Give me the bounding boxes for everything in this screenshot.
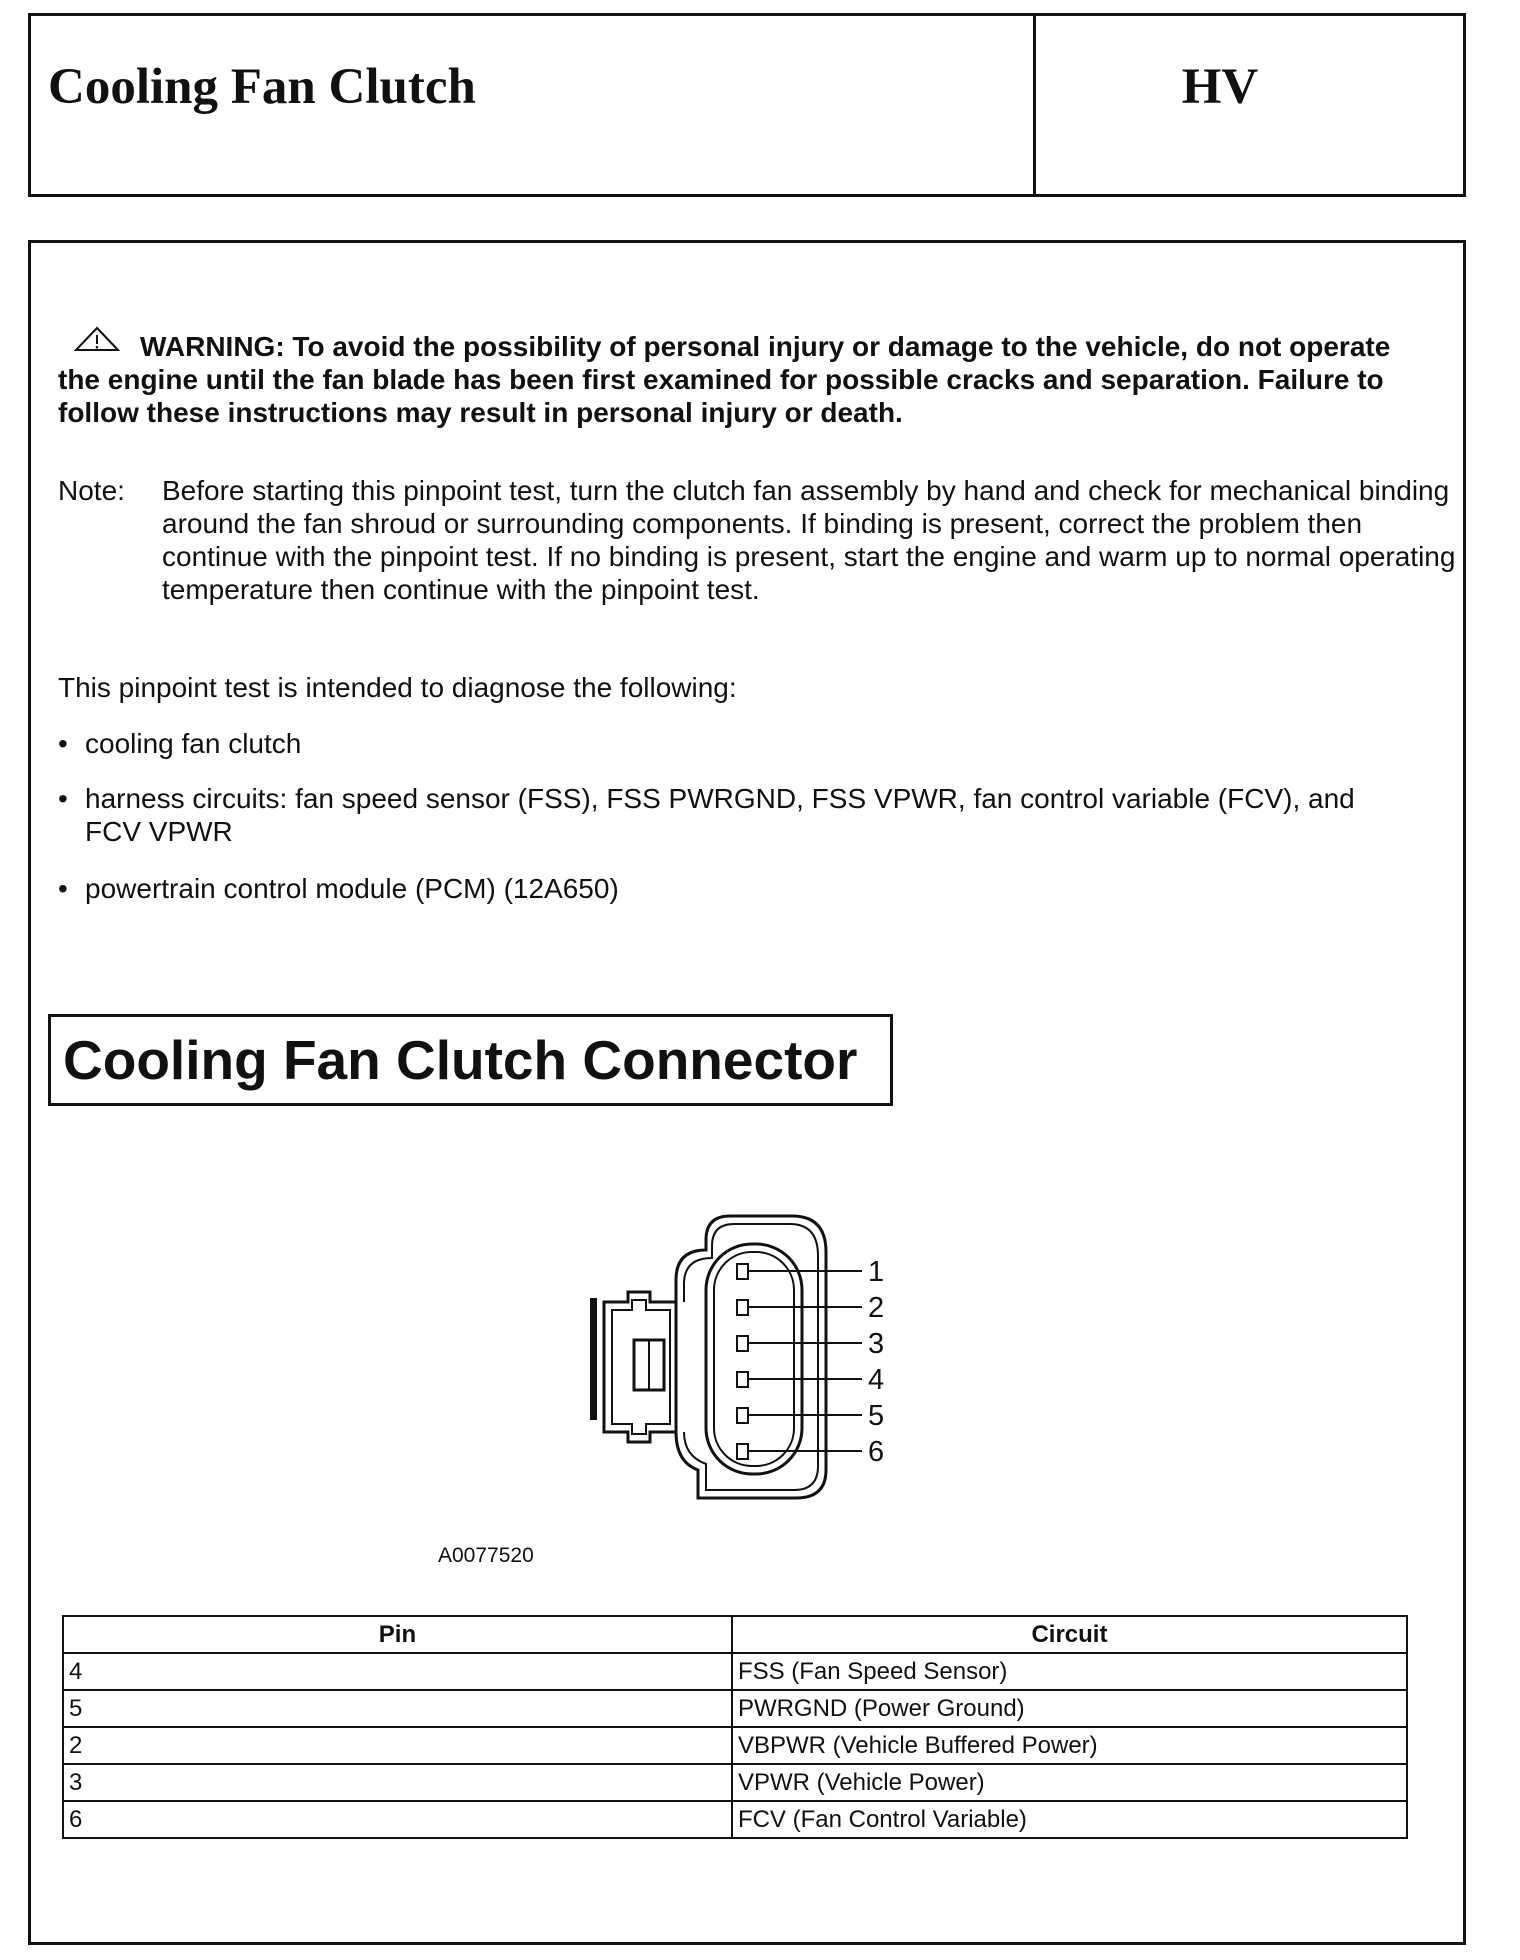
pin-label-5: 5 [868,1400,885,1432]
circuit-cell: FSS (Fan Speed Sensor) [732,1653,1407,1690]
pin-label-2: 2 [868,1292,885,1324]
pin-label-3: 3 [868,1328,885,1360]
pin-label-1: 1 [868,1256,885,1288]
pin-cell: 3 [63,1764,732,1801]
warning-text: WARNING: To avoid the possibility of personal injury or damage to the vehicle, do not operate the engine until the fan blade has been first examined for possible cracks and separation. Failure to follow these instructions may result in personal injury or death. [58,331,1391,428]
pin-4 [737,1372,862,1387]
warning-block [58,326,1438,429]
table-row [63,1801,1407,1838]
pin-5 [737,1408,862,1423]
column-header-circuit: Circuit [732,1616,1407,1653]
bullet-dot: • [58,728,68,759]
pin-3 [737,1336,862,1351]
bullet-dot: • [58,873,68,904]
connector-heading: Cooling Fan Clutch Connector [63,1029,858,1091]
note-label: Note: [58,475,125,506]
intro-text: This pinpoint test is intended to diagnose the following: [58,672,737,703]
page-title: Cooling Fan Clutch [48,59,476,115]
circuit-cell: VBPWR (Vehicle Buffered Power) [732,1727,1407,1764]
circuit-cell: FCV (Fan Control Variable) [732,1801,1407,1838]
list-item-text: harness circuits: fan speed sensor (FSS), FSS PWRGND, FSS VPWR, fan control variable (FCV), and FCV VPWR [85,783,1355,847]
connector-heading-box [48,1014,893,1106]
pin-cell: 2 [63,1727,732,1764]
pin-cell: 5 [63,1690,732,1727]
note-text: Before starting this pinpoint test, turn the clutch fan assembly by hand and check for mechanical binding around the fan shroud or surrounding components. If binding is present, correct the problem then continue with the pinpoint test. If no binding is present, start the engine and warm up to normal operating temperature then continue with the pinpoint test. [162,475,1456,605]
pin-label-6: 6 [868,1436,885,1468]
table-row [63,1727,1407,1764]
pin-cavity-inner [714,1252,794,1466]
pin-label-4: 4 [868,1364,885,1396]
list-item-text: powertrain control module (PCM) (12A650) [85,873,619,904]
connector-latch-inner [612,1300,670,1434]
lock-tab [590,1298,597,1420]
pin-2 [737,1300,862,1315]
connector-diagram [580,1200,910,1510]
column-header-pin: Pin [63,1616,732,1653]
table-header-row [63,1616,1407,1653]
pin-cell: 6 [63,1801,732,1838]
circuit-cell: PWRGND (Power Ground) [732,1690,1407,1727]
table-row [63,1690,1407,1727]
pin-cell: 4 [63,1653,732,1690]
table-row [63,1764,1407,1801]
figure-id: A0077520 [438,1544,534,1567]
section-code: HV [1181,59,1259,115]
pin-cavity [706,1244,802,1474]
warning-triangle-icon [74,326,120,352]
circuit-cell: VPWR (Vehicle Power) [732,1764,1407,1801]
list-item-text: cooling fan clutch [85,728,302,759]
bullet-dot: • [58,783,68,814]
table-row [63,1653,1407,1690]
pin-circuit-table [62,1615,1408,1839]
